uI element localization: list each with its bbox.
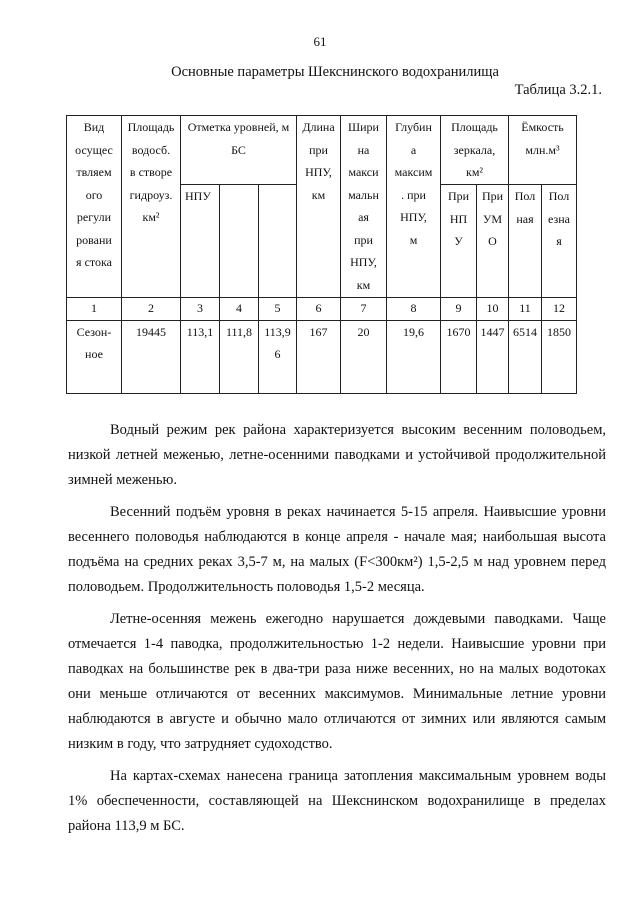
column-number: 7 — [341, 298, 387, 321]
cell-area-umo: 1447 — [477, 321, 509, 394]
header-levels: Отметка уровней, м БС — [181, 116, 297, 185]
cell-depth: 19,6 — [387, 321, 441, 394]
paragraph: Водный режим рек района характеризуется высоким весенним половодьем, низкой летней меженью, летне-осенними паводками и устойчивой продолжительной зимней меженью. — [68, 422, 606, 488]
header-regulation-type: Вид осущес твляем ого регули ровани я стока — [67, 116, 122, 298]
cell-width: 20 — [341, 321, 387, 394]
cell-level-2: 111,8 — [220, 321, 259, 394]
parameters-table — [66, 115, 577, 394]
column-number: 9 — [441, 298, 477, 321]
cell-npu-level: 113,1 — [181, 321, 220, 394]
cell-capacity-full: 6514 — [509, 321, 542, 394]
column-number: 3 — [181, 298, 220, 321]
cell-capacity-useful: 1850 — [542, 321, 577, 394]
table-label: Таблица 3.2.1. — [514, 82, 602, 98]
table-header-row — [67, 116, 577, 185]
header-width: Шири на макси мальн ая при НПУ, км — [341, 116, 387, 298]
cell-catchment-area: 19445 — [122, 321, 181, 394]
table-title: Основные параметры Шекснинского водохранилища — [171, 64, 499, 80]
header-at-npu: При НП У — [441, 185, 477, 298]
header-depth: Глубин а максим . при НПУ, м — [387, 116, 441, 298]
column-number: 10 — [477, 298, 509, 321]
paragraph: На картах-схемах нанесена граница затопления максимальным уровнем воды 1% обеспеченности, составляющей на Шекснинском водохранилище в пределах района 113,9 м БС. — [68, 768, 606, 834]
header-full-capacity: Пол ная — [509, 185, 542, 298]
header-npu: НПУ — [181, 185, 220, 298]
header-mirror-area: Площадь зеркала, км² — [441, 116, 509, 185]
cell-level-3: 113,9 6 — [259, 321, 297, 394]
paragraph: Весенний подъём уровня в реках начинается 5-15 апреля. Наивысшие уровни весеннего половодья наблюдаются в конце апреля - начале мая; наибольшая высота подъёма на средних реках 3,5-7 м, на малых (F<300км²) 1,5-2,5 м над уровнем перед половодьем. Продолжительность половодья 1,5-2 месяца. — [68, 504, 606, 595]
column-number: 1 — [67, 298, 122, 321]
paragraph: Летне-осенняя межень ежегодно нарушается дождевыми паводками. Чаще отмечается 1-4 паводка, продолжительностью 1-2 недели. Наивысшие уровни при паводках на большинстве рек в два-три раза ниже весенних, но на малых водотоках они меньше отличаются от весенних максимумов. Минимальные летние уровни наблюдаются в августе и обычно мало отличаются от зимних или являются самым низким в году, что затрудняет судоходство. — [68, 611, 606, 752]
column-number: 8 — [387, 298, 441, 321]
header-level-blank-2 — [259, 185, 297, 298]
column-number: 2 — [122, 298, 181, 321]
table-data-row — [67, 321, 577, 394]
column-number: 4 — [220, 298, 259, 321]
header-capacity: Ёмкость млн.м³ — [509, 116, 577, 185]
column-number: 11 — [509, 298, 542, 321]
body-text — [68, 418, 606, 846]
column-number: 5 — [259, 298, 297, 321]
header-length: Длина при НПУ, км — [297, 116, 341, 298]
column-number: 6 — [297, 298, 341, 321]
column-number-row — [67, 298, 577, 321]
page-number: 61 — [313, 34, 327, 49]
cell-regulation-type: Сезон- ное — [67, 321, 122, 394]
column-number: 12 — [542, 298, 577, 321]
cell-length: 167 — [297, 321, 341, 394]
header-catchment-area: Площадь водосб. в створе гидроуз. км² — [122, 116, 181, 298]
header-useful-capacity: Пол езна я — [542, 185, 577, 298]
header-level-blank-1 — [220, 185, 259, 298]
header-at-umo: При УМ О — [477, 185, 509, 298]
cell-area-npu: 1670 — [441, 321, 477, 394]
